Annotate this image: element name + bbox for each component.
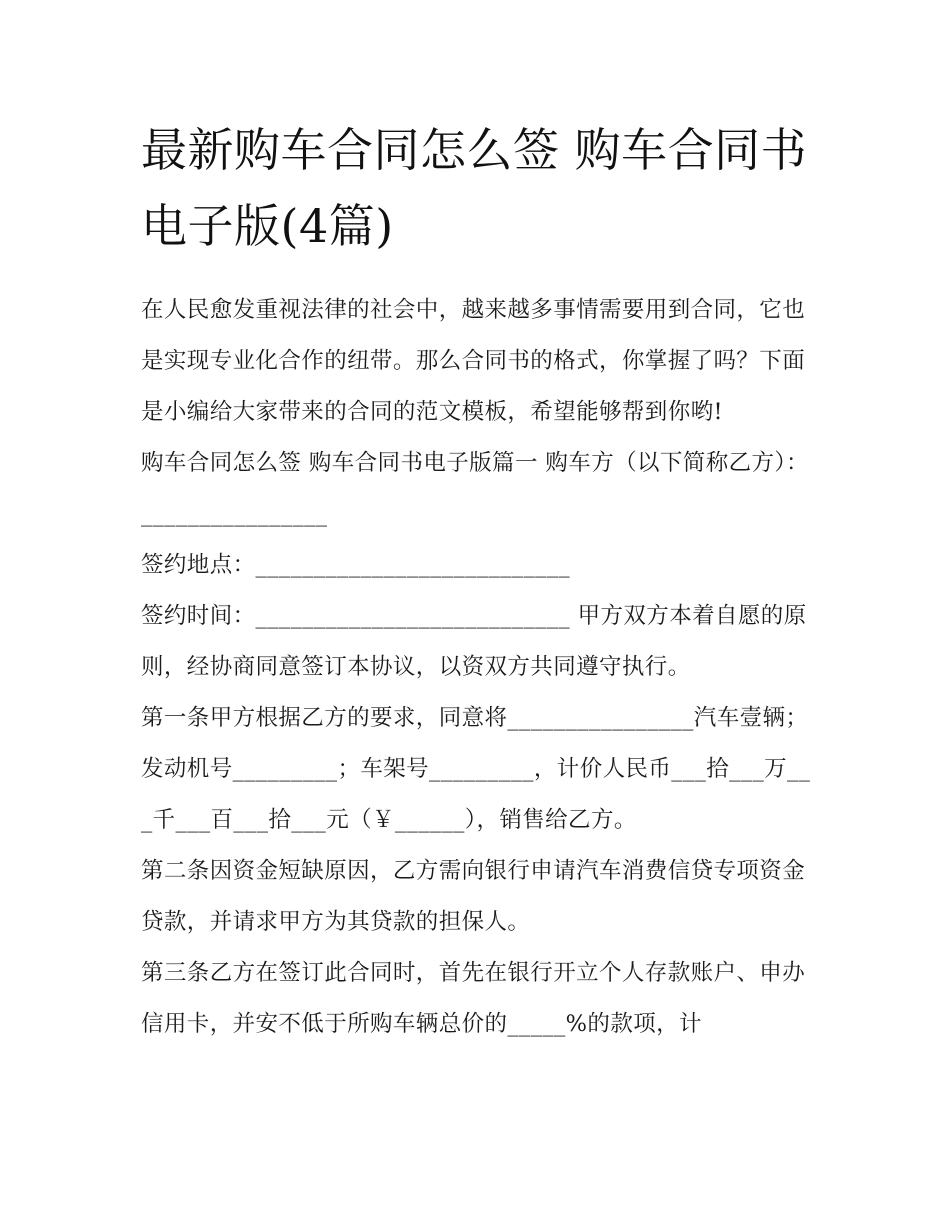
signing-time-line: 签约时间：___________________________ 甲方双方本着自愿的原则，经协商同意签订本协议，以资双方共同遵守执行。 — [141, 603, 807, 680]
article-3: 第三条乙方在签订此合同时，首先在银行开立个人存款账户、申办信用卡，并安不低于所购车辆总价的_____%的款项，计 — [141, 960, 806, 1037]
signing-place-line: 签约地点：___________________________ — [141, 552, 571, 578]
article-2: 第二条因资金短缺原因，乙方需向银行申请汽车消费信贷专项资金贷款，并请求甲方为其贷款的担保人。 — [141, 858, 806, 935]
document-page — [141, 112, 813, 1050]
buyer-line: 购车合同怎么签 购车合同书电子版篇一 购车方（以下简称乙方）：________________ — [141, 450, 809, 527]
document-body — [141, 285, 813, 1050]
article-1: 第一条甲方根据乙方的要求，同意将________________汽车壹辆；发动机号_________；车架号_________，计价人民币___拾___万___千___百___拾___元（￥______），销售给乙方。 — [141, 705, 811, 833]
document-title: 最新购车合同怎么签 购车合同书电子版(4篇) — [141, 123, 808, 253]
intro-paragraph: 在人民愈发重视法律的社会中，越来越多事情需要用到合同，它也是实现专业化合作的纽带。那么合同书的格式，你掌握了吗？下面是小编给大家带来的合同的范文模板，希望能够帮到你哟! — [141, 297, 806, 425]
